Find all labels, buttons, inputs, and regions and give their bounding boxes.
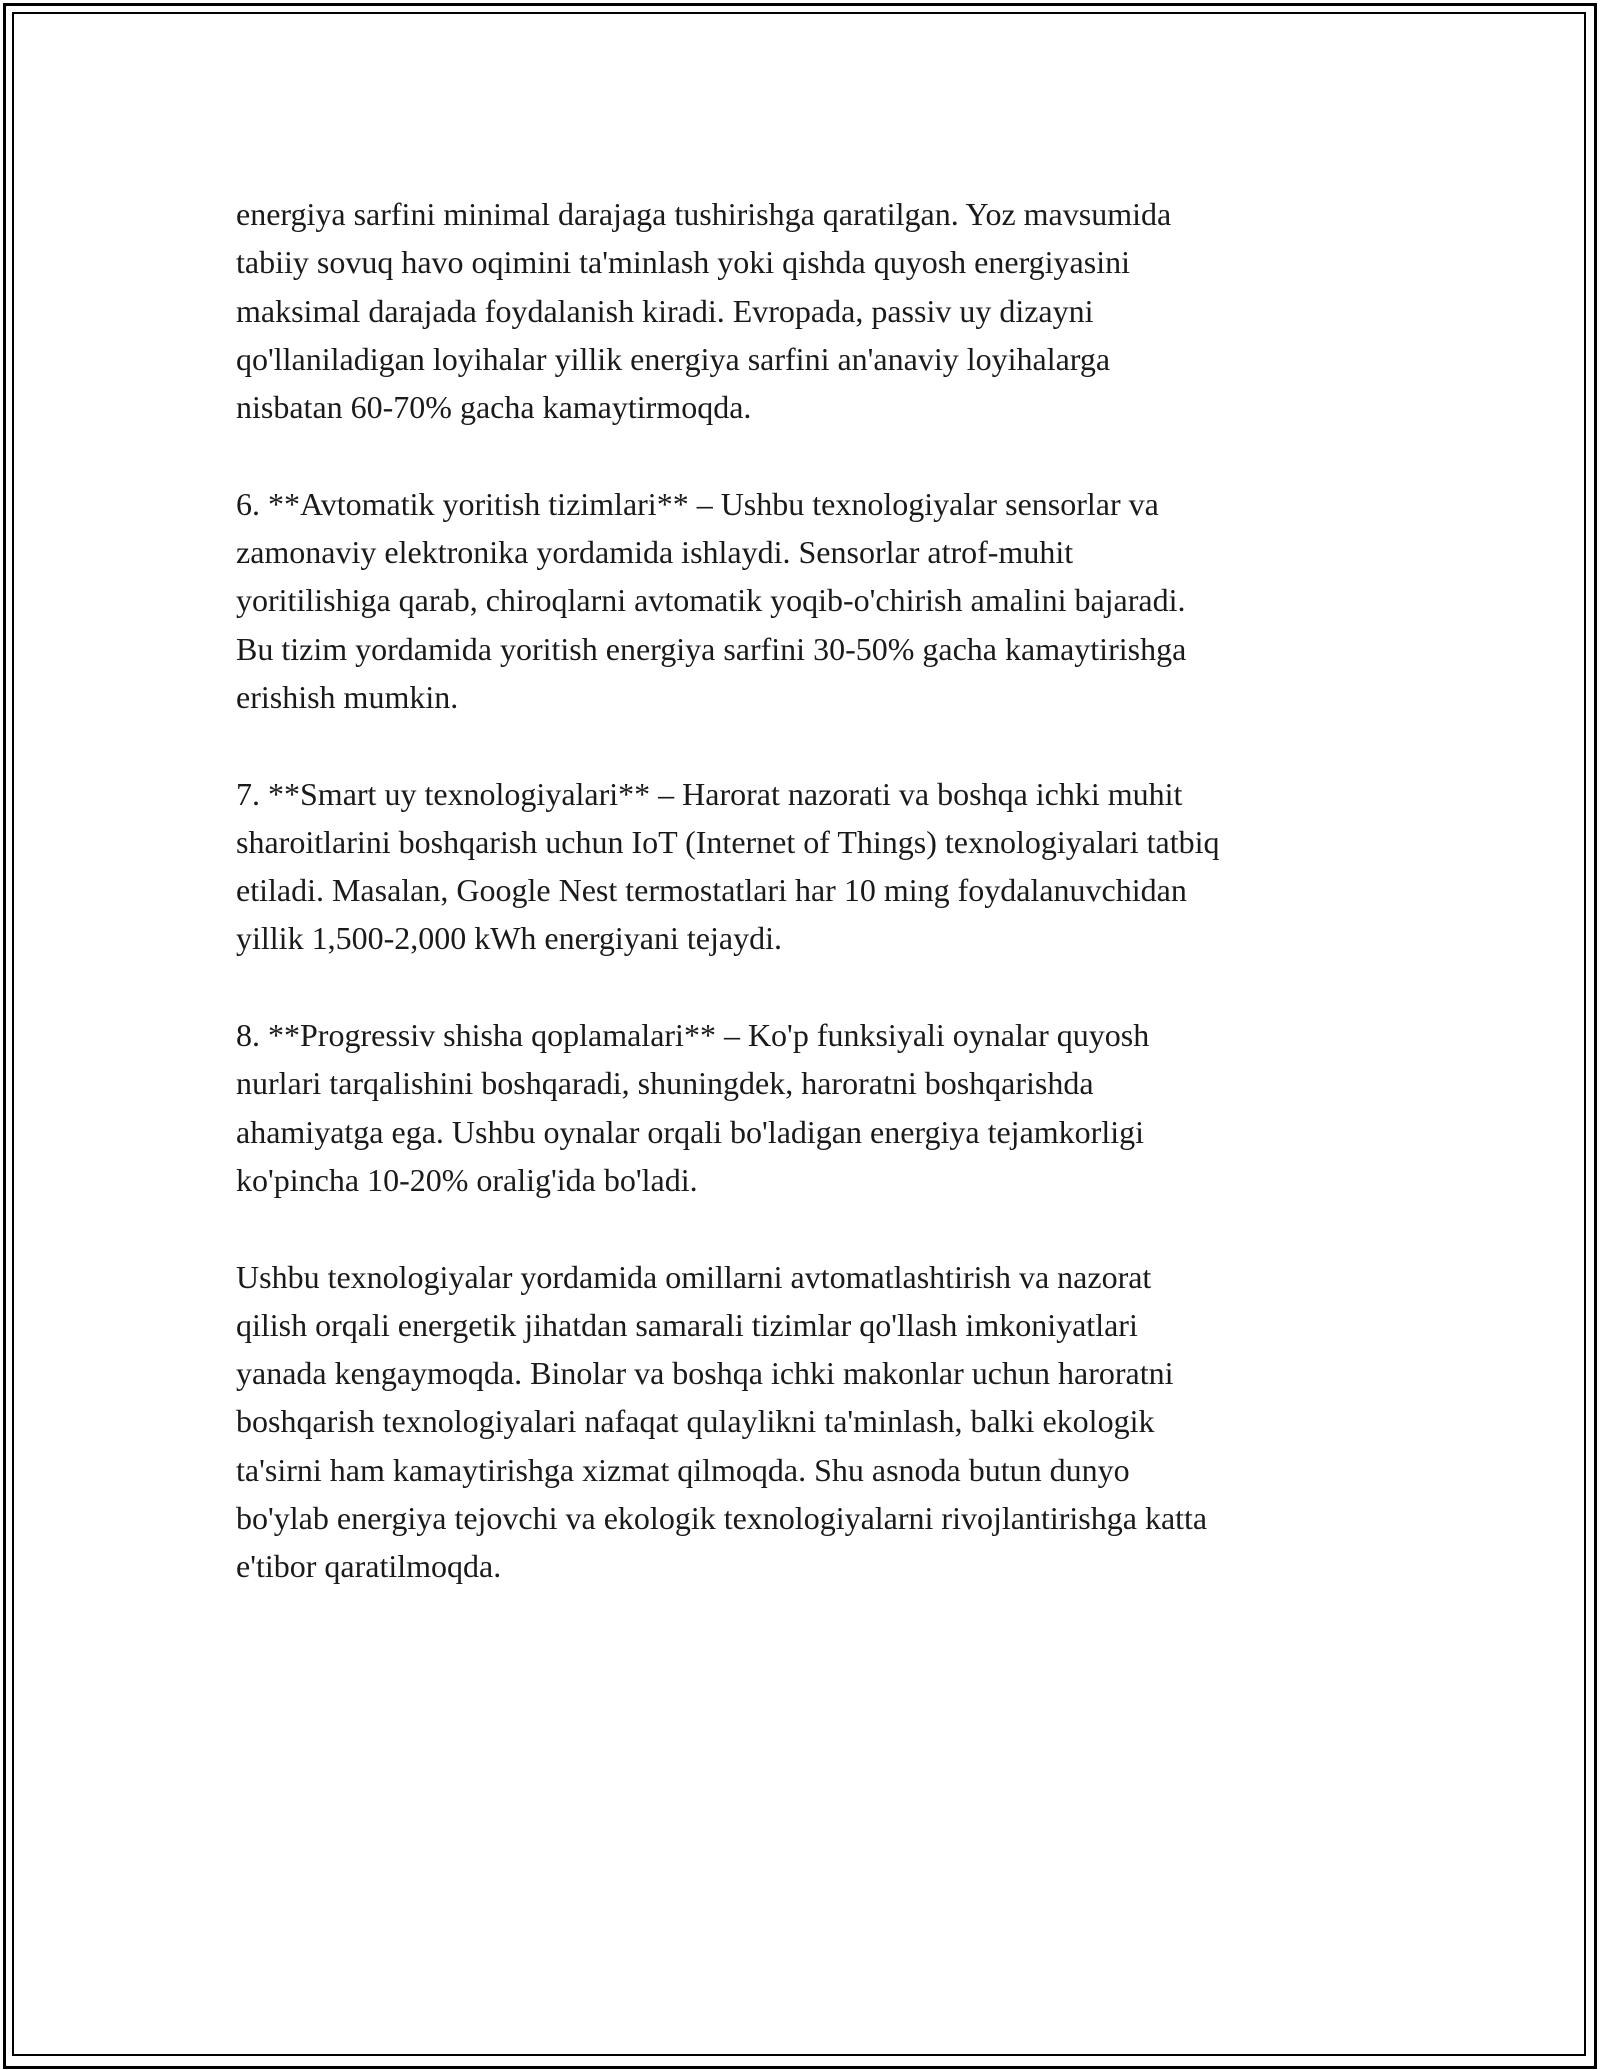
text-line: Ushbu texnologiyalar yordamida omillarni avtomatlashtirish va nazorat	[236, 1258, 1152, 1295]
text-line: sharoitlarini boshqarish uchun IoT (Internet of Things) texnologiyalari tatbiq	[236, 823, 1220, 860]
text-line: ta'sirni ham kamaytirishga xizmat qilmoqda. Shu asnoda butun dunyo	[236, 1451, 1130, 1488]
text-line: maksimal darajada foydalanish kiradi. Evropada, passiv uy dizayni	[236, 292, 1094, 329]
text-line: ahamiyatga ega. Ushbu oynalar orqali bo'ladigan energiya tejamkorligi	[236, 1113, 1144, 1150]
text-line: Bu tizim yordamida yoritish energiya sarfini 30-50% gacha kamaytirishga	[236, 630, 1187, 667]
text-line: erishish mumkin.	[236, 678, 459, 715]
paragraph-passive-design	[236, 190, 1376, 431]
text-line: 6. **Avtomatik yoritish tizimlari** – Ushbu texnologiyalar sensorlar va	[236, 485, 1159, 522]
text-line: nisbatan 60-70% gacha kamaytirmoqda.	[236, 389, 752, 426]
text-line: e'tibor qaratilmoqda.	[236, 1548, 502, 1585]
paragraph-conclusion	[236, 1253, 1376, 1591]
text-line: 7. **Smart uy texnologiyalari** – Harorat nazorati va boshqa ichki muhit	[236, 775, 1183, 812]
text-line: qilish orqali energetik jihatdan samarali tizimlar qo'llash imkoniyatlari	[236, 1306, 1138, 1343]
text-line: qo'llaniladigan loyihalar yillik energiya sarfini an'anaviy loyihalarga	[236, 340, 1111, 377]
text-line: yoritilishiga qarab, chiroqlarni avtomatik yoqib-o'chirish amalini bajaradi.	[236, 582, 1186, 619]
paragraph-item-7	[236, 770, 1376, 963]
text-line: yillik 1,500-2,000 kWh energiyani tejaydi.	[236, 920, 782, 957]
paragraph-item-8	[236, 1011, 1376, 1204]
text-line: energiya sarfini minimal darajaga tushirishga qaratilgan. Yoz mavsumida	[236, 196, 1172, 232]
text-line: 8. **Progressiv shisha qoplamalari** – Ko'p funksiyali oynalar quyosh	[236, 1017, 1150, 1054]
text-line: bo'ylab energiya tejovchi va ekologik texnologiyalarni rivojlantirishga katta	[236, 1500, 1208, 1537]
text-line: zamonaviy elektronika yordamida ishlaydi. Sensorlar atrof-muhit	[236, 534, 1074, 571]
text-line: ko'pincha 10-20% oralig'ida bo'ladi.	[236, 1161, 698, 1198]
text-line: tabiiy sovuq havo oqimini ta'minlash yoki qishda quyosh energiyasini	[236, 244, 1130, 281]
text-line: boshqarish texnologiyalari nafaqat qulaylikni ta'minlash, balki ekologik	[236, 1403, 1155, 1440]
text-line: nurlari tarqalishini boshqaradi, shuningdek, haroratni boshqarishda	[236, 1065, 1094, 1102]
text-line: yanada kengaymoqda. Binolar va boshqa ichki makonlar uchun haroratni	[236, 1355, 1174, 1392]
document-body	[236, 190, 1376, 1639]
paragraph-item-6	[236, 480, 1376, 721]
text-line: etiladi. Masalan, Google Nest termostatlari har 10 ming foydalanuvchidan	[236, 872, 1187, 909]
